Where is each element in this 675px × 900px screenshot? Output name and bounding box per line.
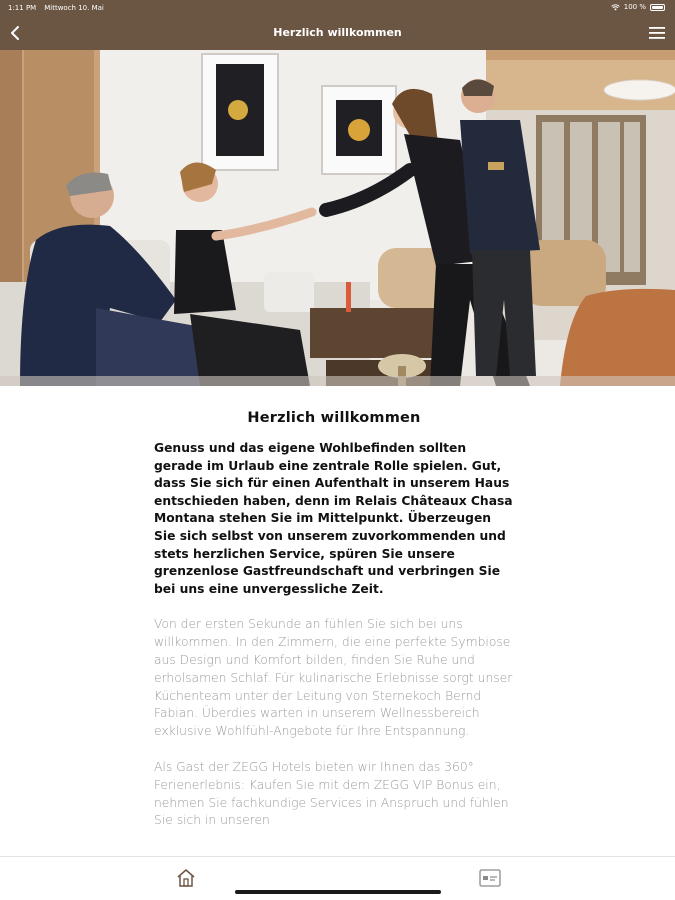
battery-percentage: 100 % <box>623 3 646 11</box>
article-paragraph-1: Von der ersten Sekunde an fühlen Sie sich bei uns willkommen. In den Zimmern, die eine perfekte Symbiose aus Design und Komfort bilden, finden Sie Ruhe und erholsamen Schlaf. Für kulinarische Erlebnisse sorgt unser Küchenteam unter der Leitung von Sternekoch Bernd Fabian. Überdies warten in unserem Wellnessbereich exklusive Wohlfühl-Angebote für Ihre Entspannung. <box>154 617 513 739</box>
status-left <box>8 4 104 12</box>
home-indicator <box>235 890 441 894</box>
status-date: Mittwoch 10. Mai <box>44 4 104 12</box>
battery-icon <box>650 4 665 11</box>
home-icon <box>175 867 197 889</box>
article-paragraph-2: Als Gast der ZEGG Hotels bieten wir Ihnen das 360° Ferienerlebnis: Kaufen Sie mit dem ZEGG VIP Bonus ein, nehmen Sie fachkundige Services in Anspruch und fühlen Sie sich in unseren <box>154 759 509 828</box>
article-content <box>154 386 514 856</box>
wifi-icon <box>611 4 620 11</box>
status-bar <box>0 0 675 16</box>
navigation-bar <box>0 16 675 50</box>
hamburger-menu-icon <box>649 27 665 39</box>
article-intro: Genuss und das eigene Wohlbefinden sollten gerade im Urlaub eine zentrale Rolle spielen. Gut, dass Sie sich für einen Aufenthalt in unserem Haus entschieden haben, denn im Relais Châteaux Chasa Montana stehen Sie im Mittelpunkt. Überzeugen Sie sich selbst von unserem zuvorkommenden und stets herzlichen Service, spüren Sie unsere grenzenlose Gastfreundschaft und verbringen Sie bei uns eine unvergessliche Zeit. <box>154 441 513 596</box>
page-title: Herzlich willkommen <box>273 26 402 39</box>
id-card-icon <box>478 868 502 888</box>
menu-button[interactable] <box>647 23 667 43</box>
tab-card[interactable] <box>476 865 504 891</box>
tab-home[interactable] <box>172 865 200 891</box>
hotel-lounge-photo <box>0 50 675 386</box>
status-time: 1:11 PM <box>8 4 37 12</box>
status-right <box>611 3 665 11</box>
article-heading: Herzlich willkommen <box>247 410 421 426</box>
hero-image <box>0 50 675 386</box>
